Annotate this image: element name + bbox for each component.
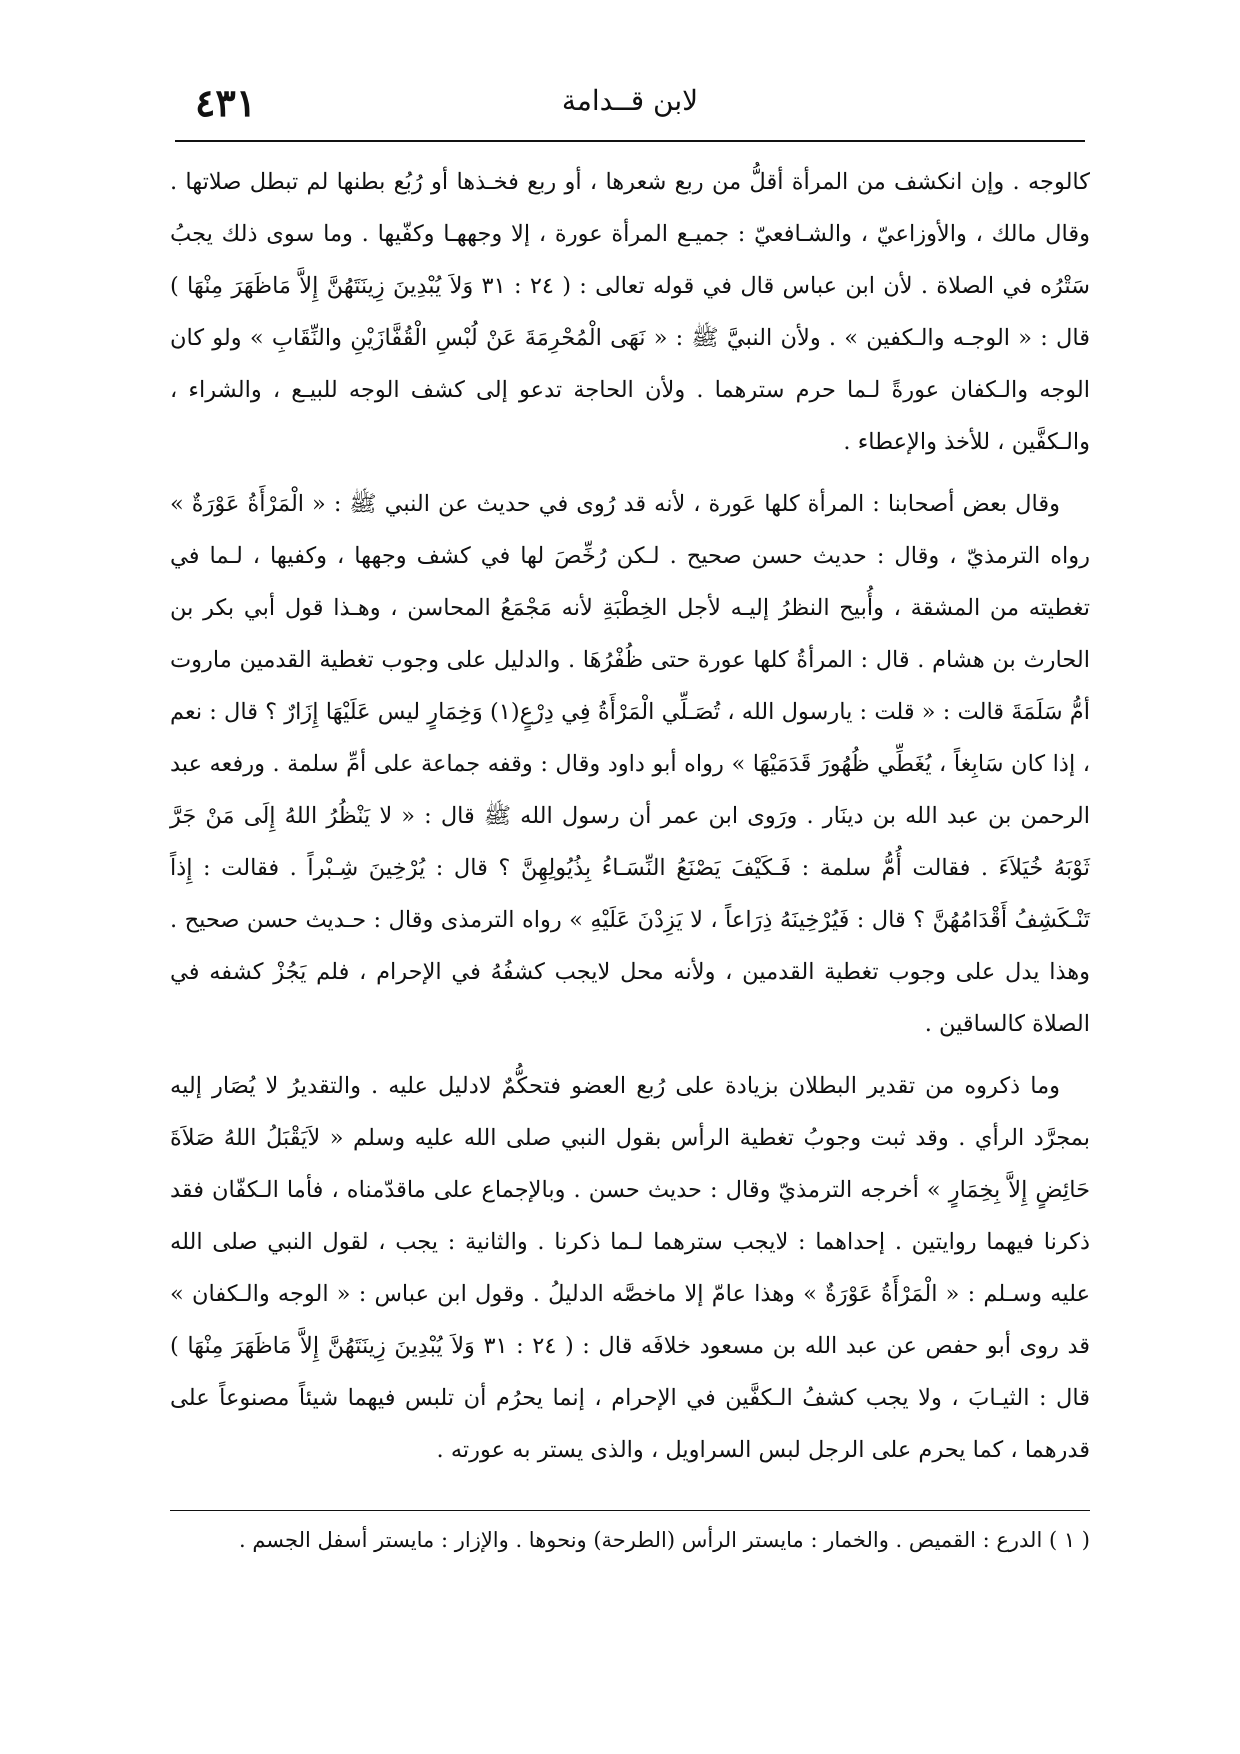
page-number: ٤٣١ bbox=[195, 80, 257, 125]
page-header bbox=[175, 78, 1085, 138]
running-title: لابن قــدامة bbox=[561, 84, 699, 117]
paragraph-1: كالوجه . وإن انكشف من المرأة أقلُّ من ربع شعرها ، أو ربع فخـذها أو رُبُع بطنها لم تبطل صلاتها . وقال مالك ، والأوزاعيّ ، والشـافعيّ : جميـع المرأة عورة ، إلا وجههـا وكفّيها . وما سوى ذلك يجبُ سَتْرُه في الصلاة . لأن ابن عباس قال في قوله تعالى : ( ٢٤ : ٣١ وَلاَ يُبْدِينَ زِينَتَهُنَّ إِلاَّ مَاظَهَرَ مِنْهَا ) قال : « الوجـه والـكفين » . ولأن النبيَّ ﷺ : « نَهَى الْمُحْرِمَةَ عَنْ لُبْسِ الْقُفَّازَيْنِ والنِّقَابِ » ولو كان الوجه والـكفان عورةً لـما حرم سترهما . ولأن الحاجة تدعو إلى كشف الوجه للبيـع ، والشراء ، والـكفَّين ، للأخذ والإعطاء . bbox=[170, 169, 1090, 455]
main-text bbox=[170, 156, 1090, 1476]
header-divider bbox=[175, 140, 1085, 142]
footnote-divider bbox=[170, 1510, 1090, 1511]
paragraph-3: وما ذكروه من تقدير البطلان بزيادة على رُبع العضو فتحكُّمٌ لادليل عليه . والتقديرُ لا يُصَار إليه بمجرَّد الرأي . وقد ثبت وجوبُ تغطية الرأس بقول النبي صلى الله عليه وسلم « لاَيَقْبَلُ اللهُ صَلاَةَ حَائِضٍ إِلاَّ بِخِمَارٍ » أخرجه الترمذيّ وقال : حديث حسن . وبالإجماع على ماقدّمناه ، فأما الـكفّان فقد ذكرنا فيهما روايتين . إحداهما : لايجب سترهما لـما ذكرنا . والثانية : يجب ، لقول النبي صلى الله عليه وسـلم : « الْمَرْأَةُ عَوْرَةٌ » وهذا عامّ إلا ماخصَّه الدليلُ . وقول ابن عباس : « الوجه والـكفان » قد روى أبو حفص عن عبد الله بن مسعود خلافَه قال : ( ٢٤ : ٣١ وَلاَ يُبْدِينَ زِينَتَهُنَّ إِلاَّ مَاظَهَرَ مِنْهَا ) قال : الثيـابَ ، ولا يجب كشفُ الـكفَّين في الإحرام ، إنما يحرُم أن تلبس فيهما شيئاً مصنوعاً على قدرهما ، كما يحرم على الرجل لبس السراويل ، والذى يستر به عورته . bbox=[170, 1073, 1091, 1463]
footnote: ( ١ ) الدرع : القميص . والخمار : مايستر الرأس (الطرحة) ونحوها . والإزار : مايستر أسفل الجسم . bbox=[238, 1528, 1090, 1552]
paragraph-2: وقال بعض أصحابنا : المرأة كلها عَورة ، لأنه قد رُوى في حديث عن النبي ﷺ : « الْمَرْأَةُ عَوْرَةٌ » رواه الترمذيّ ، وقال : حديث حسن صحيح . لـكن رُخِّصَ لها في كشف وجهها ، وكفيها ، لـما في تغطيته من المشقة ، وأُبيح النظرُ إليـه لأجل الخِطْبَةِ لأنه مَجْمَعُ المحاسن ، وهـذا قول أبي بكر بن الحارث بن هشام . قال : المرأةُ كلها عورة حتى ظُفْرُهَا . والدليل على وجوب تغطية القدمين ماروت أمُّ سَلَمَةَ قالت : « قلت : يارسول الله ، تُصَـلِّي الْمَرْأَةُ فِي دِرْعٍ(١) وَخِمَارٍ ليس عَلَيْهَا إِزَارٌ ؟ قال : نعم ، إذا كان سَابِغاً ، يُغَطِّي ظُهُورَ قَدَمَيْهَا » رواه أبو داود وقال : وقفه جماعة على أمِّ سلمة . ورفعه عبد الرحمن بن عبد الله بن دينَار . ورَوى ابن عمر أن رسول الله ﷺ قال : « لا يَنْظُرُ اللهُ إِلَى مَنْ جَرَّ ثَوْبَهُ خُيَلاَءَ . فقالت أُمُّ سلمة : فَـكَيْفَ يَصْنَعُ النِّسَـاءُ بِذُيُولِهِنَّ ؟ قال : يُرْخِينَ شِـبْراً . فقالت : إِذاً تَنْـكَشِفُ أَقْدَامُهُنَّ ؟ قال : فَيُرْخِينَهُ ذِرَاعاً ، لا يَزِدْنَ عَلَيْهِ » رواه الترمذى وقال : حـديث حسن صحيح . وهذا يدل على وجوب تغطية القدمين ، ولأنه محل لايجب كشفُهُ في الإحرام ، فلم يَجُزْ كشفه في الصلاة كالساقين . bbox=[170, 491, 1090, 1037]
